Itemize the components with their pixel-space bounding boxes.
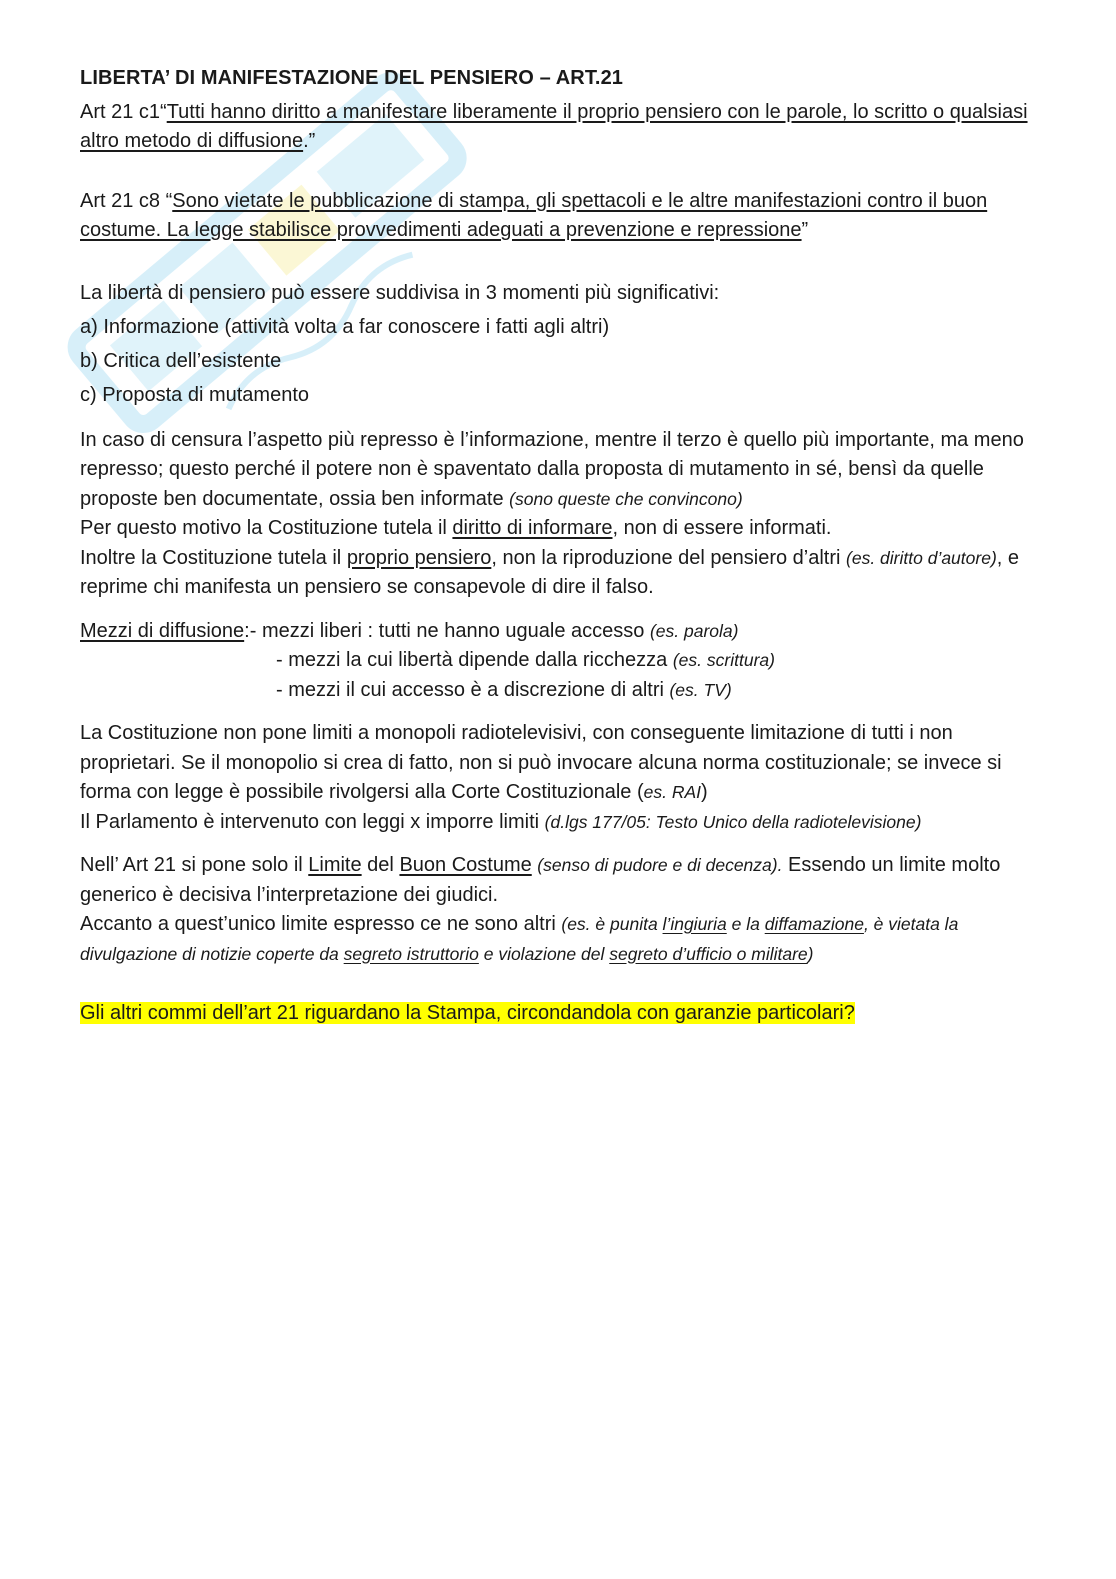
censorship-note: (sono queste che convincono)	[509, 488, 743, 509]
parliament-text: Il Parlamento è intervenuto con leggi x imporre limiti	[80, 810, 545, 833]
other-limits-text: Accanto a quest’unico limite espresso ce ne sono altri	[80, 913, 562, 935]
note-part: e violazione del	[478, 943, 610, 964]
censorship-line2-post: , non di essere informati.	[612, 517, 832, 539]
buon-costume: Buon Costume	[399, 854, 532, 876]
media-item-text: - mezzi liberi : tutti ne hanno uguale accesso	[249, 619, 650, 642]
document-page	[80, 64, 1048, 1029]
art-c8-prefix: Art 21 c8 “	[80, 189, 173, 212]
article-21-c8	[80, 187, 1048, 246]
media-label-text: Mezzi di diffusione	[80, 619, 245, 642]
limit-post: Essendo un limite molto generico è decisiva l’interpretazione dei giudici.	[80, 854, 1001, 906]
media-item	[80, 646, 1048, 676]
note-part: , è vietata la divulgazione di notizie coperte da	[80, 914, 959, 964]
highlighted-question: Gli altri commi dell’art 21 riguardano la Stampa, circondandola con garanzie particolari?	[80, 1002, 855, 1024]
moment-item: a) Informazione (attività volta a far conoscere i fatti agli altri)	[80, 315, 610, 338]
censorship-line3-post: , e reprime chi manifesta un pensiero se consapevole di dire il falso.	[80, 546, 1020, 598]
right-to-inform: diritto di informare	[452, 517, 613, 539]
note-part: )	[807, 943, 814, 964]
censorship-line2-pre: Per questo motivo la Costituzione tutela il	[80, 517, 453, 539]
media-item-text: - mezzi il cui accesso è a discrezione di altri	[276, 678, 670, 701]
censorship-line3-pre: Inoltre la Costituzione tutela il	[80, 546, 347, 569]
censorship-line3-mid: , non la riproduzione del pensiero d’altri	[491, 546, 847, 569]
media-item	[80, 676, 1048, 706]
moment-item: b) Critica dell’esistente	[80, 349, 282, 372]
censorship-text: In caso di censura l’aspetto più represso è l’informazione, mentre il terzo è quello più importante, ma meno represso; questo perché il potere non è spaventato dalla proposta di mutamento in sé, bensì da quelle proposte ben documentate, ossia ben informate	[80, 428, 1024, 510]
censorship-paragraph	[80, 426, 1048, 603]
article-21-c1	[80, 98, 1048, 157]
art-c8-quote: Sono vietate le pubblicazione di stampa, gli spettacoli e le altre manifestazioni contro il buon costume. La legge stabilisce provvedimenti adeguati a prevenzione e repressione	[80, 189, 988, 241]
media-item-note: (es. scrittura)	[672, 650, 775, 670]
segreto-ufficio: segreto d’ufficio o militare	[609, 943, 808, 964]
media-item	[250, 617, 739, 647]
moment-item: c) Proposta di mutamento	[80, 383, 309, 406]
limit-word: Limite	[308, 854, 362, 876]
monopoly-close: )	[701, 781, 708, 803]
art-c8-suffix: ”	[801, 219, 809, 241]
rai-note: es. RAI	[643, 782, 701, 802]
dlgs-note: (d.lgs 177/05: Testo Unico della radiotelevisione)	[544, 811, 922, 832]
art-c1-suffix: .”	[303, 130, 316, 152]
limit-pre: Nell’ Art 21 si pone solo il	[80, 854, 309, 876]
page-title: LIBERTA’ DI MANIFESTAZIONE DEL PENSIERO – ART.21	[80, 67, 624, 89]
own-thought: proprio pensiero	[346, 546, 492, 569]
diffamazione: diffamazione	[764, 914, 864, 934]
art-c1-quote: Tutti hanno diritto a manifestare liberamente il proprio pensiero con le parole, lo scritto o qualsiasi altro metodo di diffusione	[80, 100, 1028, 152]
art-c1-prefix: Art 21 c1“	[80, 100, 167, 123]
note-part: e la	[726, 914, 765, 934]
media-row	[80, 617, 1048, 647]
ingiuria: l’ingiuria	[662, 914, 727, 934]
media-list	[80, 617, 1048, 706]
copyright-note: (es. diritto d’autore)	[846, 547, 997, 568]
segreto-istruttorio: segreto istruttorio	[343, 943, 479, 964]
closing-question	[80, 999, 1048, 1029]
moments-intro: La libertà di pensiero può essere suddivisa in 3 momenti più significativi:	[80, 281, 720, 304]
limit-mid: del	[361, 854, 400, 876]
limit-paragraph	[80, 851, 1048, 969]
monopoly-paragraph	[80, 719, 1048, 837]
media-label	[80, 617, 250, 647]
media-item-note: (es. TV)	[669, 679, 732, 700]
media-item-note: (es. parola)	[649, 620, 739, 641]
media-item-text: - mezzi la cui libertà dipende dalla ricchezza	[276, 649, 673, 671]
monopoly-text: La Costituzione non pone limiti a monopoli radiotelevisivi, con conseguente limitazione di tutti i non proprietari. Se il monopolio si crea di fatto, non si può invocare alcuna norma costituzionale; se invece si forma con legge è possibile rivolgersi alla Corte Costituzionale (	[80, 722, 1002, 803]
note-part: (es. è punita	[561, 914, 663, 934]
media-label-colon: :	[244, 619, 250, 642]
pudore-note: (senso di pudore e di decenza).	[537, 855, 783, 875]
